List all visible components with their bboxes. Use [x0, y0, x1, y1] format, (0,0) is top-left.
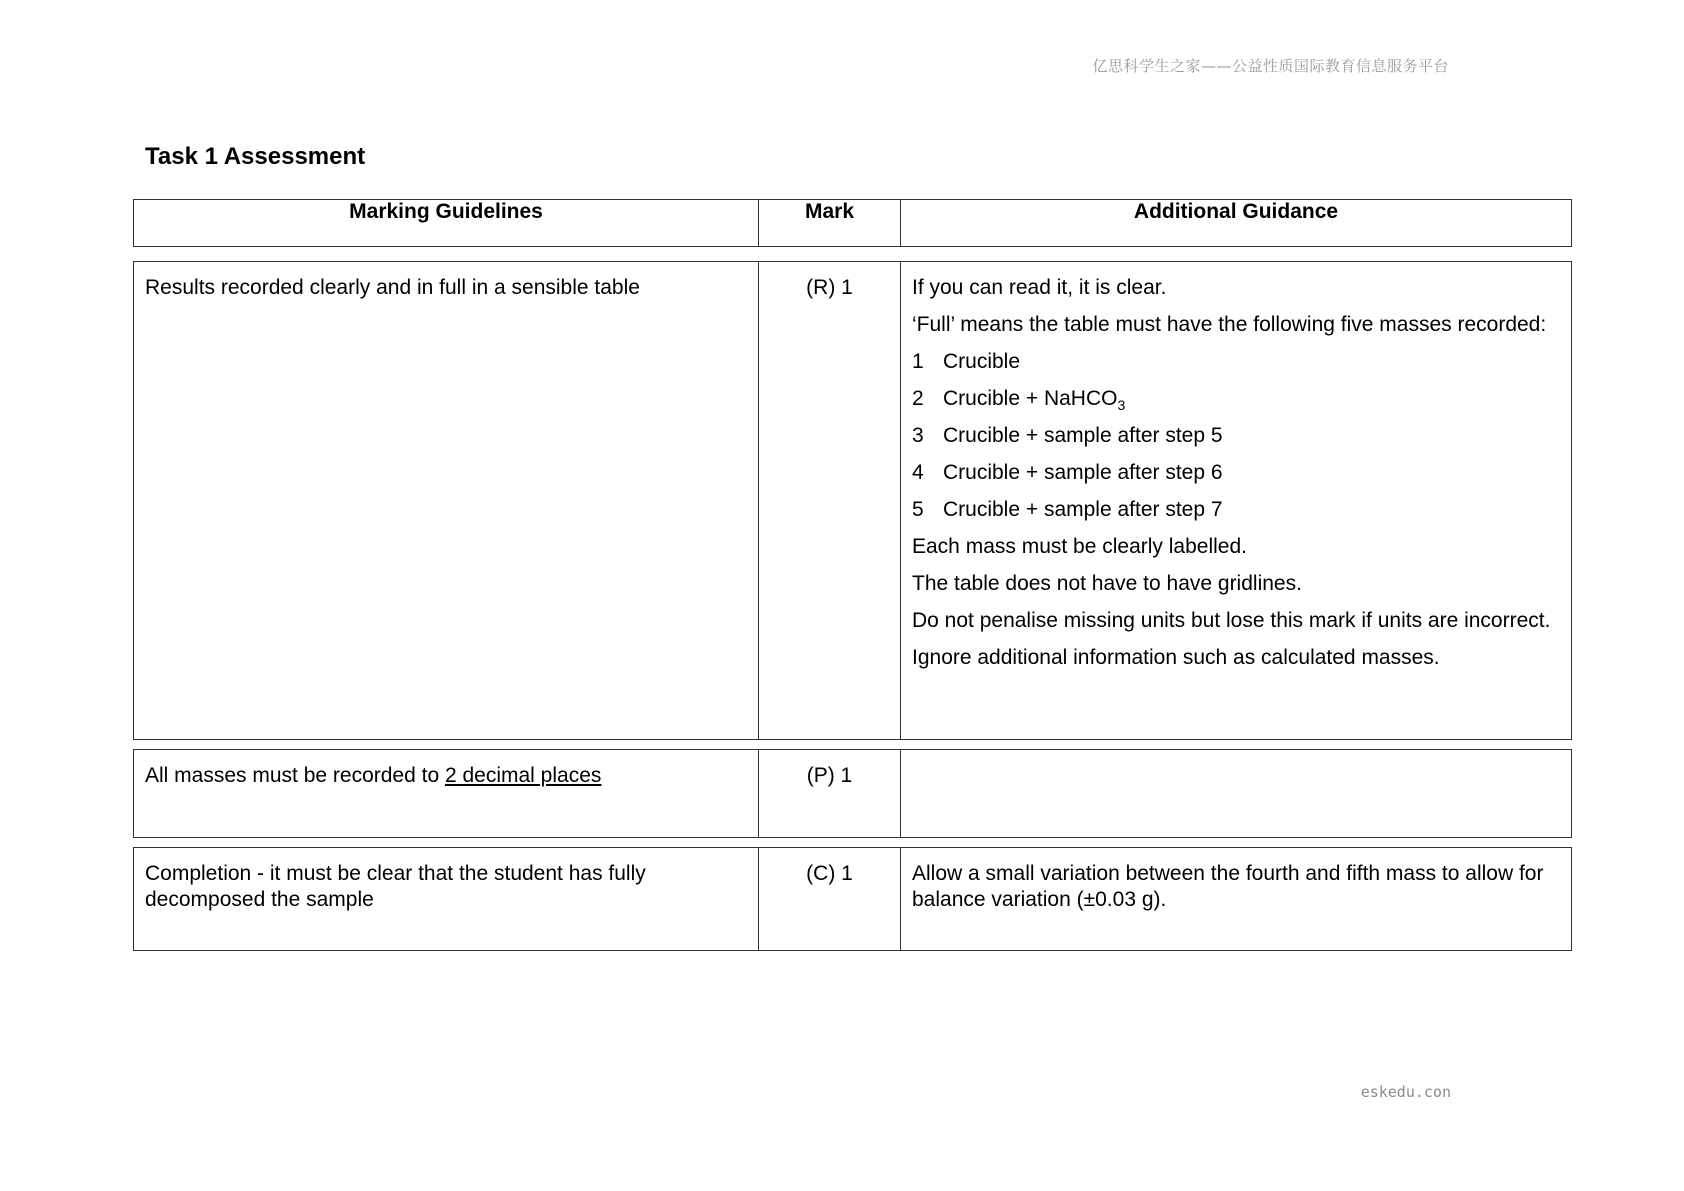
guidance-cell: [901, 848, 1572, 951]
guidance-cell: [901, 750, 1572, 838]
guideline-text: All masses must be recorded to 2 decimal places: [145, 764, 602, 787]
mark-value: (P) 1: [806, 764, 853, 787]
list-item: 2 Crucible + NaHCO$_3$: [912, 387, 1126, 414]
mark-value: (C) 1: [806, 862, 853, 885]
guidance-paragraph: Ignore additional information such as calculated masses.: [912, 646, 1440, 669]
page-title: Task 1 Assessment: [145, 143, 366, 170]
guideline-text: Results recorded clearly and in full in a sensible table: [145, 276, 640, 299]
list-item: 1 Crucible: [912, 350, 1021, 373]
row-table-decimal: [133, 749, 1572, 838]
guidance-text: Allow a small variation between the fourth and fifth mass to allow for balance variation (±0.03 g).: [912, 862, 1544, 911]
guidance-paragraph: Do not penalise missing units but lose this mark if units are incorrect.: [912, 609, 1551, 632]
watermark-footer: eskedu.con: [1360, 1083, 1451, 1101]
guideline-cell: [134, 848, 759, 951]
table-row: [134, 848, 1572, 951]
guideline-cell: [134, 262, 759, 740]
list-item: 5 Crucible + sample after step 7: [912, 498, 1223, 521]
header-row: [134, 200, 1572, 247]
table-row: [134, 750, 1572, 838]
mark-value: (R) 1: [806, 276, 853, 299]
guidance-cell: [901, 262, 1572, 740]
list-item: 3 Crucible + sample after step 5: [912, 424, 1223, 447]
guideline-cell: [134, 750, 759, 838]
table-row: [134, 262, 1572, 740]
watermark-header: 亿思科学生之家——公益性质国际教育信息服务平台: [1092, 57, 1449, 75]
guidance-paragraph: If you can read it, it is clear.: [912, 276, 1167, 299]
list-item: 4 Crucible + sample after step 6: [912, 461, 1223, 484]
mark-cell: [759, 848, 901, 951]
row-table-results: [133, 261, 1572, 740]
guidance-text: [901, 262, 1571, 679]
mark-cell: [759, 750, 901, 838]
header-additional-guidance: Additional Guidance: [901, 200, 1572, 247]
row-table-completion: [133, 847, 1572, 951]
header-mark: Mark: [759, 200, 901, 247]
mark-cell: [759, 262, 901, 740]
guidance-paragraph: Each mass must be clearly labelled.: [912, 535, 1247, 558]
header-table: [133, 199, 1572, 247]
guidance-paragraph: The table does not have to have gridlines.: [912, 572, 1302, 595]
header-marking-guidelines: Marking Guidelines: [134, 200, 759, 247]
guidance-paragraph: ‘Full’ means the table must have the following five masses recorded:: [912, 313, 1547, 336]
guidance-text: [901, 750, 1571, 771]
guideline-text: Completion - it must be clear that the student has fully decomposed the sample: [145, 862, 646, 911]
underlined-text: 2 decimal places: [444, 764, 602, 787]
